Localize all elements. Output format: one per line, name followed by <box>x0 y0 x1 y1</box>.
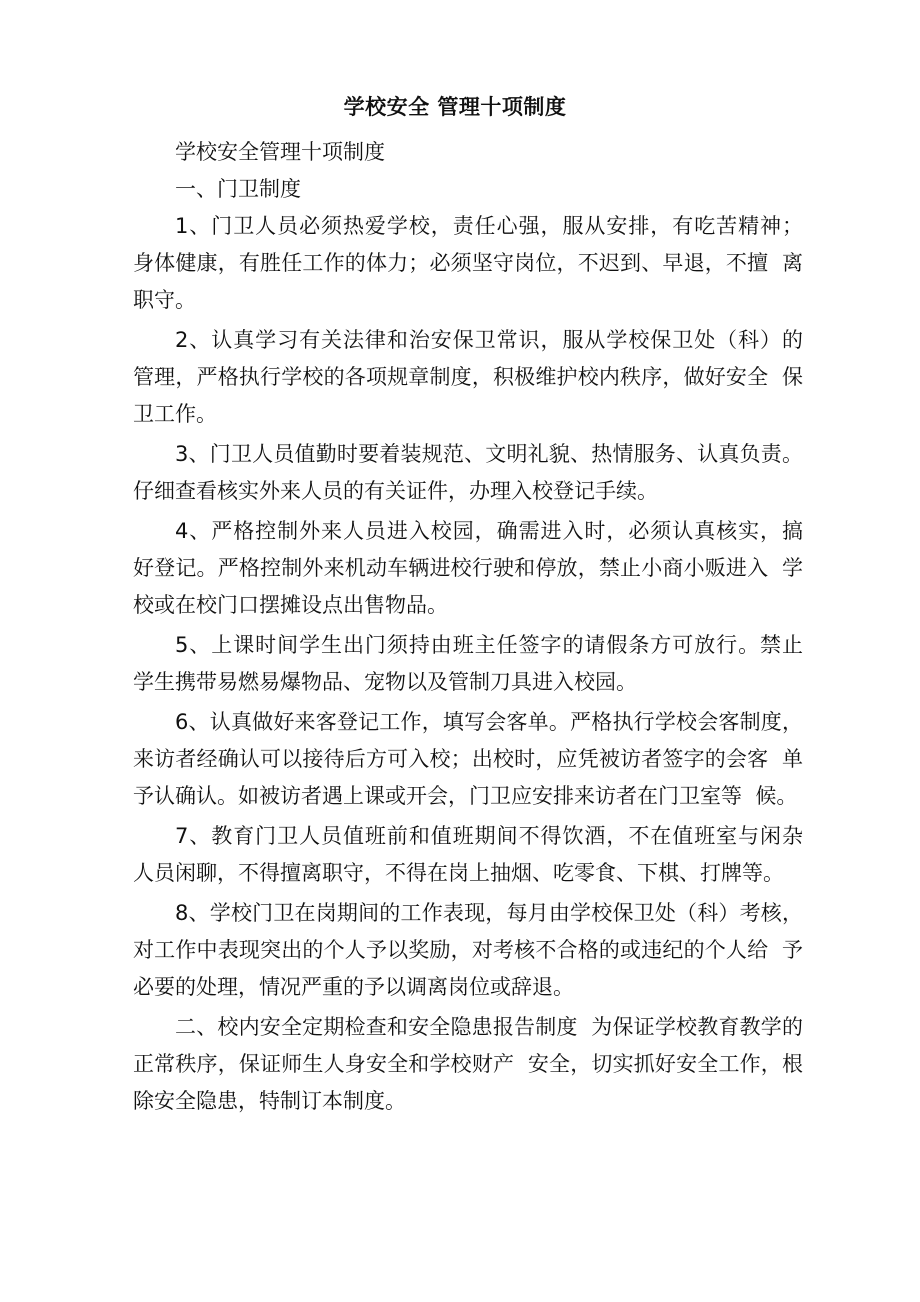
paragraph-item-8: 8、学校门卫在岗期间的工作表现，每月由学校保卫处（科）考核， 对工作中表现突出的个人予以奖励，对考核不合格的或违纪的个人给 予必要的处理，情况严重的予以调离岗位或辞退。 <box>133 901 817 999</box>
paragraph-item-4: 4、严格控制外来人员进入校园，确需进入时，必须认真核实，搞 好登记。严格控制外来机动车辆进校行驶和停放，禁止小商小贩进入 学校或在校门口摆摊设点出售物品。 <box>133 519 817 617</box>
paragraph-item-7: 7、教育门卫人员值班前和值班期间不得饮酒，不在值班室与闲杂 人员闲聊，不得擅离职守，不得在岗上抽烟、吃零食、下棋、打牌等。 <box>133 824 817 885</box>
paragraph-item-5: 5、上课时间学生出门须持由班主任签字的请假条方可放行。禁止 学生携带易燃易爆物品、宠物以及管制刀具进入校园。 <box>133 633 817 694</box>
paragraph-item-3: 3、门卫人员值勤时要着装规范、文明礼貌、热情服务、认真负责。 仔细查看核实外来人员的有关证件，办理入校登记手续。 <box>133 442 817 503</box>
document-body <box>133 134 817 1120</box>
document-title: 学校安全 管理十项制度 <box>343 95 567 119</box>
paragraph-section-2: 二、校内安全定期检查和安全隐患报告制度 为保证学校教育教学的正常秩序，保证师生人身安全和学校财产 安全，切实抓好安全工作，根除安全隐患，特制订本制度。 <box>133 1015 803 1113</box>
paragraph-item-2: 2、认真学习有关法律和治安保卫常识，服从学校保卫处（科）的 管理，严格执行学校的各项规章制度，积极维护校内秩序，做好安全 保卫工作。 <box>133 328 817 426</box>
paragraph-subtitle: 学校安全管理十项制度 <box>175 140 385 164</box>
paragraph-item-6: 6、认真做好来客登记工作，填写会客单。严格执行学校会客制度， 来访者经确认可以接待后方可入校；出校时，应凭被访者签字的会客 单予认确认。如被访者遇上课或开会，门卫应安排来访者在门卫室等 候。 <box>133 710 817 808</box>
paragraph-section-heading-1: 一、门卫制度 <box>175 177 301 201</box>
paragraph-item-1: 1、门卫人员必须热爱学校，责任心强，服从安排，有吃苦精神； 身体健康，有胜任工作的体力；必须坚守岗位，不迟到、早退，不擅 离职守。 <box>133 214 817 312</box>
